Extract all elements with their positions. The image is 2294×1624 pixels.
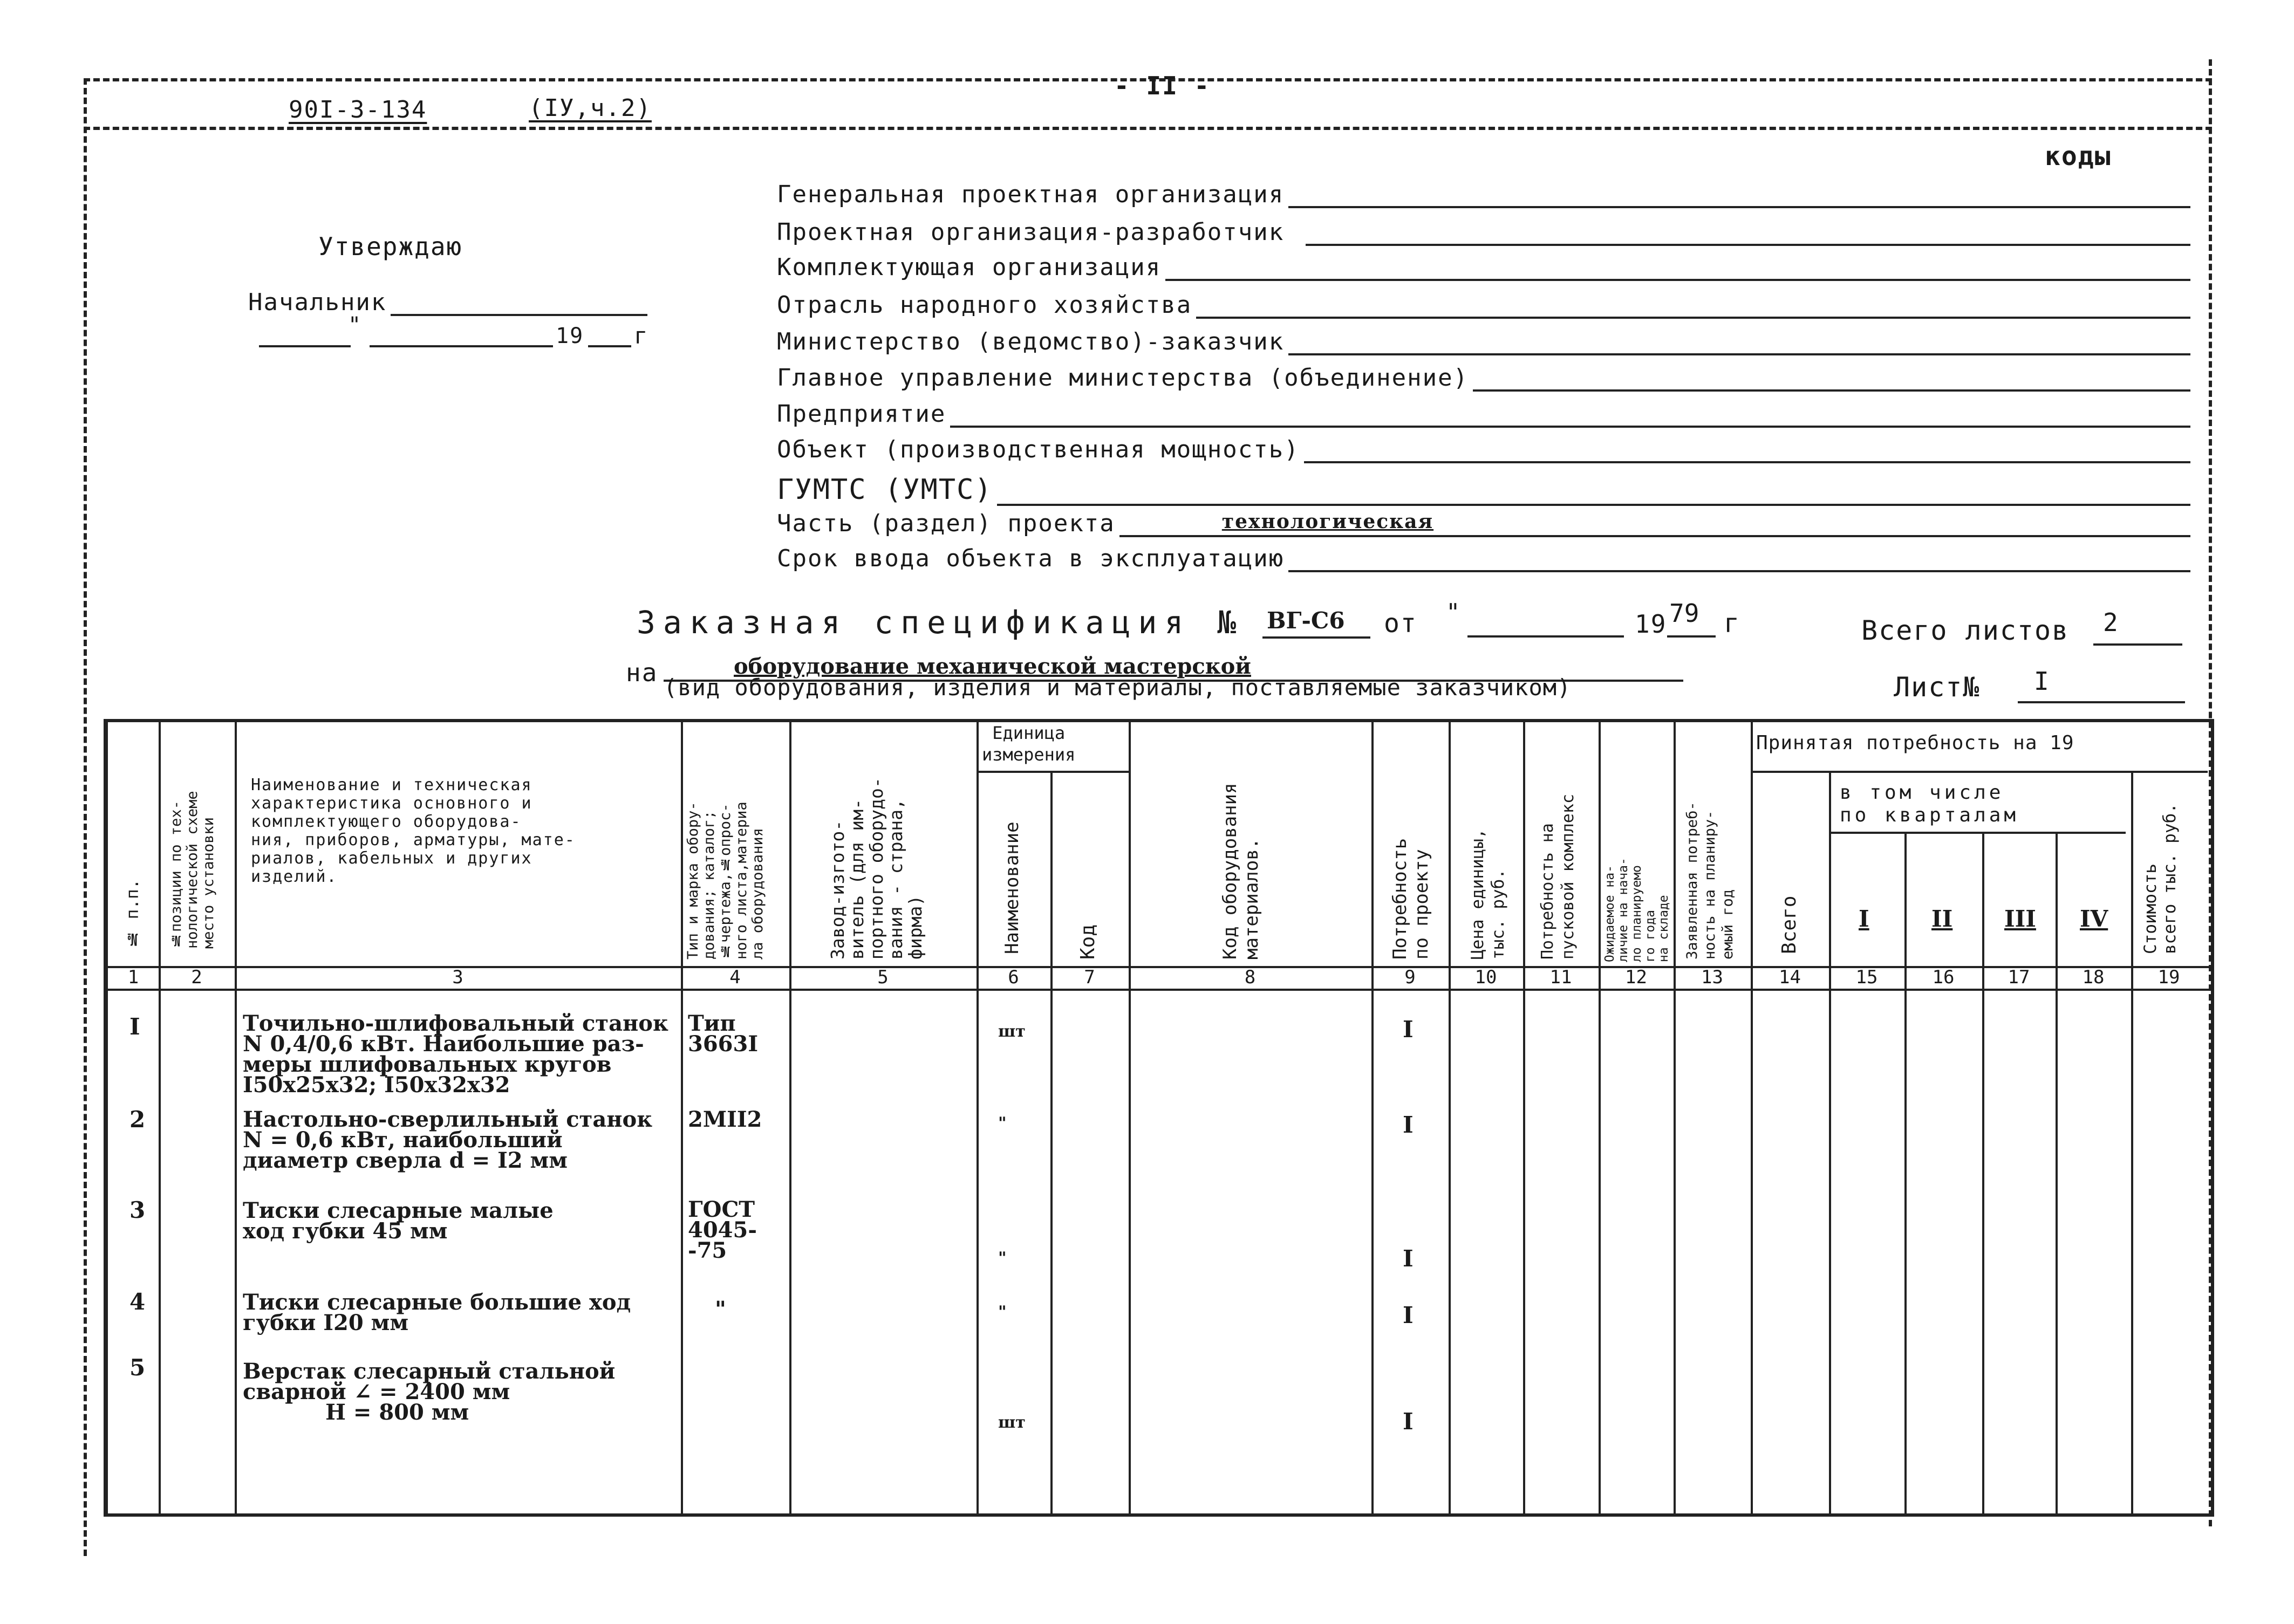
colnum-1: 1 — [127, 967, 139, 988]
field-enterprise[interactable]: Предприятие — [777, 400, 2190, 428]
total-sheets-label: Всего листов — [1861, 615, 2070, 646]
total-sheets: 2 — [2103, 608, 2118, 637]
hdr-c8: Код оборудования материалов. — [1219, 783, 1262, 960]
hdr-c6: Наименование — [1001, 821, 1023, 954]
row-number: 3 — [129, 1197, 146, 1223]
sheet-field[interactable] — [2018, 663, 2185, 703]
row-unit: шт — [998, 1413, 1026, 1432]
field-main-dept[interactable]: Главное управление министерства (объединение) — [777, 364, 2190, 392]
field-commission-date[interactable]: Срок ввода объекта в эксплуатацию — [777, 545, 2190, 572]
codes-label: коды — [2045, 141, 2112, 172]
approval-year: 19 — [556, 324, 584, 348]
spec-year-field[interactable] — [1667, 599, 1716, 638]
row-name: Настольно-сверлильный станок N = 0,6 кВт, наибольший диаметр сверла d = I2 мм — [243, 1107, 653, 1173]
row-qty: I — [1403, 1408, 1414, 1435]
hdr-c4: Тип и марка обору- дования; каталог; №чертежа,№опрос- ного листа,материа ла оборудования — [685, 801, 766, 960]
colnum-9: 9 — [1404, 967, 1416, 988]
colnum-18: 18 — [2082, 967, 2105, 988]
chief-label: Начальник — [248, 289, 387, 316]
sheet-number: I — [2034, 667, 2049, 696]
hdr-c12: Ожидаемое на- личие на нача- ло планируемо го года на складе — [1603, 858, 1671, 962]
row-name: Точильно-шлифовальный станок N 0,4/0,6 кВт. Наибольшие раз- меры шлифовальных кругов I50х25х32; I50х32х32 — [243, 1011, 668, 1098]
colnum-11: 11 — [1549, 967, 1572, 988]
row-unit: " — [998, 1249, 1007, 1267]
field-general-org[interactable]: Генеральная проектная организация — [777, 181, 2190, 208]
row-qty: I — [1403, 1245, 1414, 1272]
tbl-line-demand-group — [1751, 771, 2208, 773]
field-supply-org[interactable]: Комплектующая организация — [777, 253, 2190, 281]
colnum-3: 3 — [452, 967, 463, 988]
frame-left — [84, 78, 87, 1556]
sheet-label: Лист№ — [1894, 671, 1981, 703]
spec-subject-hint: (вид оборудования, изделия и материалы, поставляемые заказчиком) — [664, 674, 1572, 701]
colnum-17: 17 — [2008, 967, 2030, 988]
row-unit: " — [998, 1114, 1007, 1133]
doc-code: 90I-3-134 — [289, 96, 427, 124]
hdr-c13: Заявленная потреб- ность на планиру- емый год — [1684, 801, 1736, 960]
spec-number: ВГ-С6 — [1267, 607, 1345, 634]
colnum-10: 10 — [1474, 967, 1497, 988]
colnum-19: 19 — [2158, 967, 2180, 988]
field-industry[interactable]: Отрасль народного хозяйства — [777, 291, 2190, 319]
hdr-c1: № п.п. — [123, 879, 142, 949]
field-gumts[interactable]: ГУМТС (УМТС) — [777, 474, 2190, 506]
tbl-line-quarters-group — [1829, 832, 2126, 834]
row-name: Верстак слесарный стальной сварной ∠ = 2400 мм H = 800 мм — [243, 1359, 616, 1425]
colnum-5: 5 — [877, 967, 889, 988]
spec-number-field[interactable] — [1262, 604, 1370, 639]
colnum-16: 16 — [1932, 967, 1955, 988]
row-qty: I — [1403, 1016, 1414, 1043]
hdr-c10: Цена единицы, тыс. руб. — [1468, 828, 1508, 960]
spec-date-quote: " — [1446, 599, 1462, 626]
hdr-c3: Наименование и техническая характеристика основного и комплектующего оборудова- ния, приборов, арматуры, мате- риалов, кабельных и других изделий. — [251, 776, 576, 886]
hdr-c6-group: Единица измерения — [982, 723, 1076, 765]
field-design-org[interactable]: Проектная организация-разработчик — [777, 218, 2190, 246]
row-name: Тиски слесарные большие ход губки I20 мм — [243, 1290, 631, 1335]
hdr-c11: Потребность на пусковой комплекс — [1538, 793, 1578, 960]
approve-label: Утверждаю — [318, 232, 463, 261]
approval-quote: " — [348, 313, 363, 338]
hdr-c7: Код — [1077, 924, 1099, 960]
spec-year: 79 — [1669, 599, 1699, 628]
colnum-7: 7 — [1084, 967, 1095, 988]
page-number: - II - — [1114, 71, 1211, 100]
colnum-12: 12 — [1625, 967, 1647, 988]
spec-year-prefix: 19 — [1635, 609, 1667, 639]
colnum-13: 13 — [1701, 967, 1723, 988]
colnum-15: 15 — [1855, 967, 1878, 988]
row-type: ГОСТ 4045- -75 — [688, 1197, 757, 1263]
hdr-c19: Стоимость всего тыс. руб. — [2141, 803, 2180, 954]
colnum-4: 4 — [729, 967, 741, 988]
hdr-q4: IV — [2080, 906, 2108, 932]
row-unit: " — [998, 1303, 1007, 1321]
approval-year-suffix: г — [634, 323, 649, 349]
total-sheets-field[interactable] — [2093, 607, 2182, 646]
row-type: 2МII2 — [688, 1107, 762, 1132]
row-type: Тип 3663I — [688, 1011, 759, 1057]
row-unit: шт — [998, 1022, 1026, 1041]
frame-header-line — [84, 127, 2212, 130]
spec-ot: от — [1384, 608, 1417, 639]
spec-title — [637, 604, 1244, 641]
field-project-part[interactable]: Часть (раздел) проекта технологическая — [777, 510, 2190, 537]
hdr-q1: I — [1859, 906, 1869, 932]
hdr-c5: Завод-изгото- витель (для им- портного оборудо- вания - страна, фирма) — [827, 777, 926, 960]
colnum-14: 14 — [1779, 967, 1801, 988]
spec-date-line[interactable] — [1467, 635, 1624, 638]
hdr-c14-group: Принятая потребность на 19 — [1756, 732, 2074, 754]
spec-table — [104, 719, 2214, 1517]
doc-volume: (IУ,ч.2) — [529, 94, 652, 122]
row-name: Тиски слесарные малые ход губки 45 мм — [243, 1198, 554, 1244]
colnum-6: 6 — [1008, 967, 1019, 988]
hdr-c2: №позиции по тех- нологической схеме место установки — [168, 791, 217, 949]
hdr-quarters: в том числе по кварталам — [1840, 782, 2019, 826]
tbl-line-unit-group — [977, 771, 1129, 773]
hdr-c9: Потребность по проекту — [1389, 838, 1432, 960]
spec-year-g: г — [1724, 608, 1740, 639]
row-number: 5 — [129, 1354, 146, 1381]
row-type: " — [715, 1297, 726, 1322]
hdr-q2: II — [1931, 906, 1953, 932]
row-number: 4 — [129, 1289, 146, 1315]
spec-na: на — [626, 658, 658, 687]
row-number: I — [129, 1013, 140, 1040]
row-qty: I — [1403, 1302, 1414, 1328]
chief-field[interactable] — [248, 289, 647, 316]
hdr-c14: Всего — [1778, 895, 1800, 954]
spec-subject: оборудование механической мастерской — [734, 654, 1251, 679]
field-object[interactable]: Объект (производственная мощность) — [777, 436, 2190, 463]
spec-title-text: Заказная спецификация № — [637, 604, 1244, 641]
colnum-2: 2 — [191, 967, 202, 988]
row-qty: I — [1403, 1112, 1414, 1138]
field-ministry[interactable]: Министерство (ведомство)-заказчик — [777, 328, 2190, 355]
row-number: 2 — [129, 1106, 146, 1133]
tbl-line-colnum-bottom — [108, 989, 2211, 991]
colnum-8: 8 — [1244, 967, 1256, 988]
approval-date-line[interactable] — [248, 313, 653, 351]
hdr-q3: III — [2004, 906, 2036, 932]
